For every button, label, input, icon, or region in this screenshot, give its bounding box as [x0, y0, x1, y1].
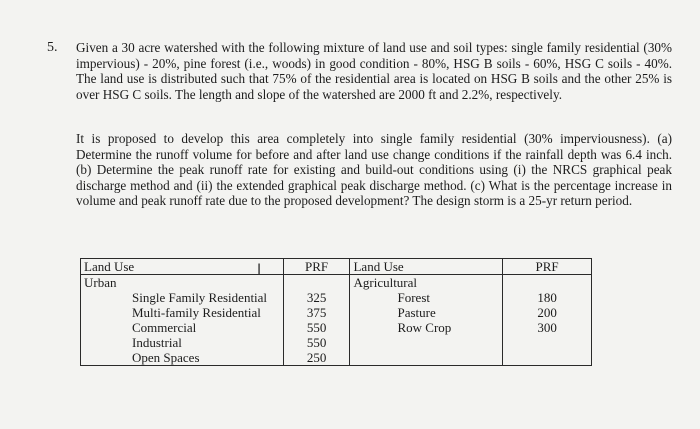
- right-land-use-cell: [350, 275, 503, 366]
- prf-value: 550: [306, 320, 327, 335]
- prf-value: 325: [306, 290, 327, 305]
- header-land-use-right: Land Use: [350, 259, 503, 275]
- prf-value: 300: [537, 320, 557, 335]
- prf-value: 200: [537, 305, 557, 320]
- list-item: Multi-family Residential: [132, 305, 261, 320]
- list-item: Open Spaces: [132, 350, 200, 365]
- header-prf-right: PRF: [503, 259, 592, 275]
- prf-value: 250: [306, 350, 327, 365]
- right-prf-cell: [503, 275, 592, 366]
- question-number: 5.: [47, 40, 58, 55]
- list-item: Row Crop: [397, 320, 452, 335]
- list-item: Forest: [397, 290, 430, 305]
- urban-category: Urban: [84, 275, 117, 290]
- land-use-prf-table: [80, 258, 592, 366]
- agricultural-category: Agricultural: [353, 275, 418, 290]
- header-prf-left: PRF: [283, 259, 350, 275]
- list-item: Pasture: [397, 305, 436, 320]
- list-item: Commercial: [132, 320, 197, 335]
- table-header-row: [81, 259, 592, 275]
- list-item: Industrial: [132, 335, 182, 350]
- prf-value: 180: [537, 290, 557, 305]
- question-paragraph-2: It is proposed to develop this area completely into single family residential (30% imperviousness). (a) Determine the runoff volume for before and after land use change conditions if the rainfall depth was 6.4 inch. (b) Determine the peak runoff rate for existing and build-out conditions using (i) the NRCS graphical peak discharge method and (ii) the extended graphical peak discharge method. (c) What is the percentage increase in volume and peak runoff rate due to the proposed development? The design storm is a 25-yr return period.: [76, 131, 672, 209]
- left-prf-cell: [283, 275, 350, 366]
- prf-value: 550: [306, 335, 327, 350]
- list-item: Single Family Residential: [132, 290, 268, 305]
- header-land-use-left: Land Use: [81, 259, 284, 275]
- left-land-use-cell: [81, 275, 284, 366]
- question-paragraph-1: Given a 30 acre watershed with the following mixture of land use and soil types: single family residential (30% impervious) - 20%, pine forest (i.e., woods) in good condition - 80%, HSG B soils - 60%, HSG C soils - 40%. The land use is distributed such that 75% of the residential area is located on HSG B soils and the other 25% is over HSG C soils. The length and slope of the watershed are 2000 ft and 2.2%, respectively.: [76, 40, 672, 102]
- text-cursor-icon: Ι: [257, 262, 262, 278]
- table-body-row: [81, 275, 592, 366]
- prf-value: 375: [306, 305, 327, 320]
